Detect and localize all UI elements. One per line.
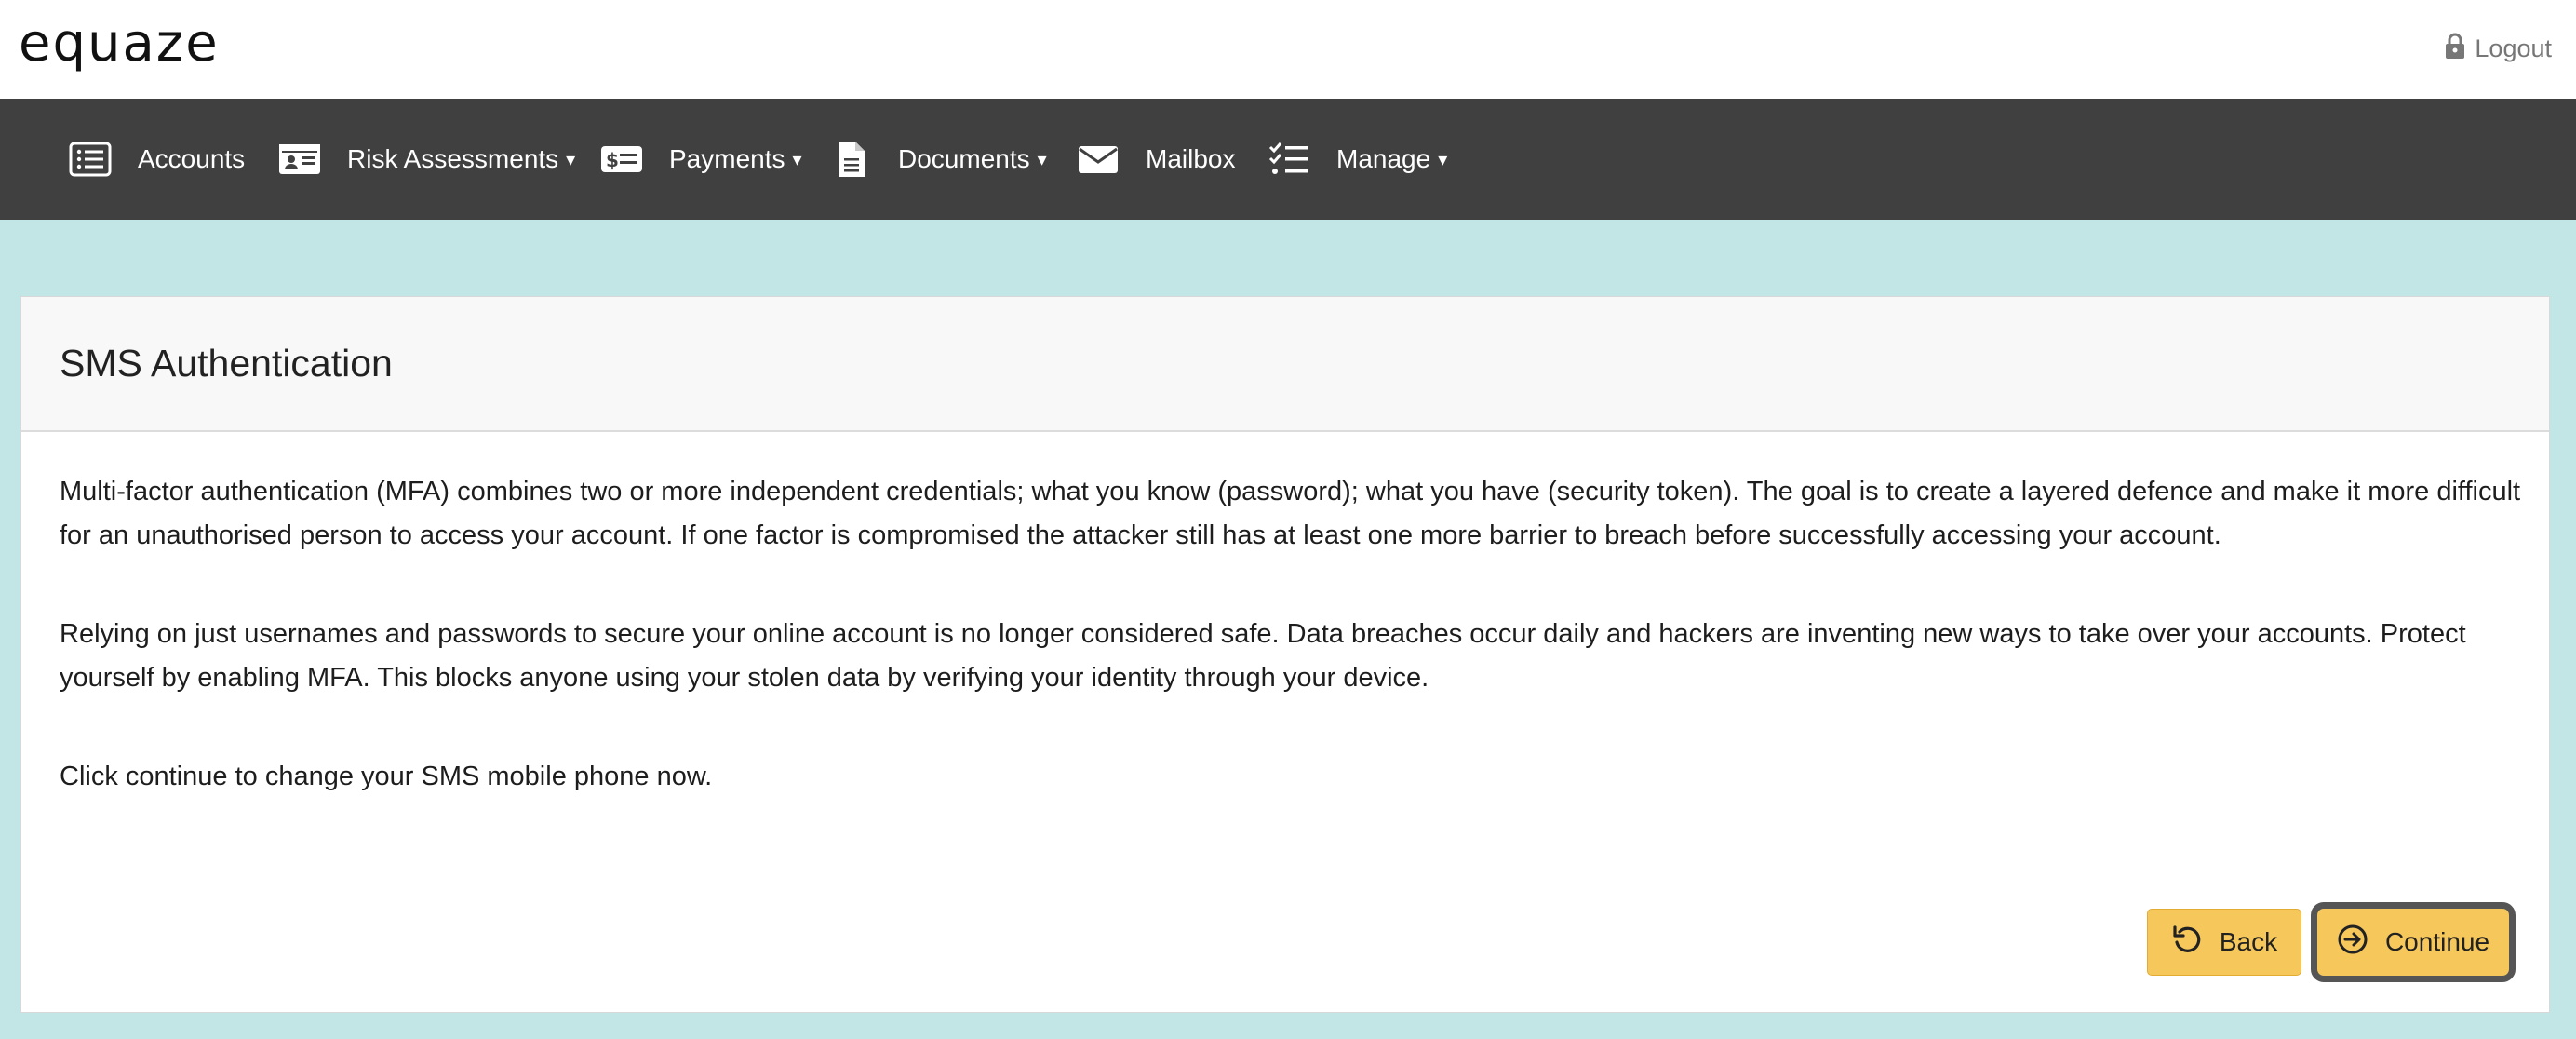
arrow-circle-right-icon [2337, 924, 2385, 962]
nav-label: Risk Assessments [347, 144, 559, 173]
continue-label: Continue [2384, 927, 2490, 956]
file-icon [829, 141, 872, 178]
top-bar [0, 0, 2576, 99]
nav-item-documents[interactable] [829, 99, 1047, 220]
continue-button[interactable] [2311, 902, 2516, 982]
caret-down-icon: ▾ [792, 149, 802, 170]
back-button[interactable] [2147, 909, 2301, 976]
logout-link[interactable] [2445, 32, 2552, 66]
nav-label: Manage [1336, 144, 1431, 173]
caret-down-icon: ▾ [1438, 149, 1448, 170]
panel-header [21, 297, 2549, 432]
panel-body [60, 470, 2526, 854]
undo-icon [2171, 924, 2220, 962]
nav-item-risk-assessments[interactable] [278, 99, 575, 220]
continue-instruction-paragraph: Click continue to change your SMS mobile phone now. [60, 762, 713, 791]
logout-label: Logout [2475, 34, 2552, 62]
tasks-icon [1268, 141, 1310, 178]
nav-item-mailbox[interactable] [1077, 99, 1235, 220]
mfa-description-paragraph: Multi-factor authentication (MFA) combines two or more independent credentials; what you know (password); what you have (security token). The goal is to create a layered defence and make it more difficult for an unauthorised person to access your account. If one factor is compromised the attacker still has at least one more barrier to breach before successfully accessing your account. [60, 477, 2521, 550]
caret-down-icon: ▾ [566, 149, 576, 170]
list-icon [69, 141, 112, 178]
id-card-icon [278, 141, 321, 178]
envelope-icon [1077, 141, 1120, 178]
nav-label: Payments [669, 144, 785, 173]
security-advice-paragraph: Relying on just usernames and passwords to secure your online account is no longer considered safe. Data breaches occur daily and hackers are inventing new ways to take over your accounts. Protect yourself by enabling MFA. This blocks anyone using your stolen data by verifying your identity through your device. [60, 619, 2466, 693]
page-title: SMS Authentication [60, 342, 393, 385]
money-check-icon [600, 141, 643, 178]
caret-down-icon: ▾ [1037, 149, 1047, 170]
svg-text:$: $ [606, 149, 619, 171]
nav-label: Accounts [138, 144, 246, 173]
sms-authentication-panel [20, 296, 2550, 1013]
nav-item-accounts[interactable] [69, 99, 245, 220]
logo[interactable]: equaze [19, 13, 220, 74]
nav-item-payments[interactable] [600, 99, 802, 220]
nav-item-manage[interactable] [1268, 99, 1447, 220]
main-nav [0, 99, 2576, 220]
nav-label: Documents [898, 144, 1030, 173]
back-label: Back [2219, 927, 2278, 956]
nav-label: Mailbox [1146, 144, 1236, 173]
lock-icon [2445, 32, 2465, 66]
